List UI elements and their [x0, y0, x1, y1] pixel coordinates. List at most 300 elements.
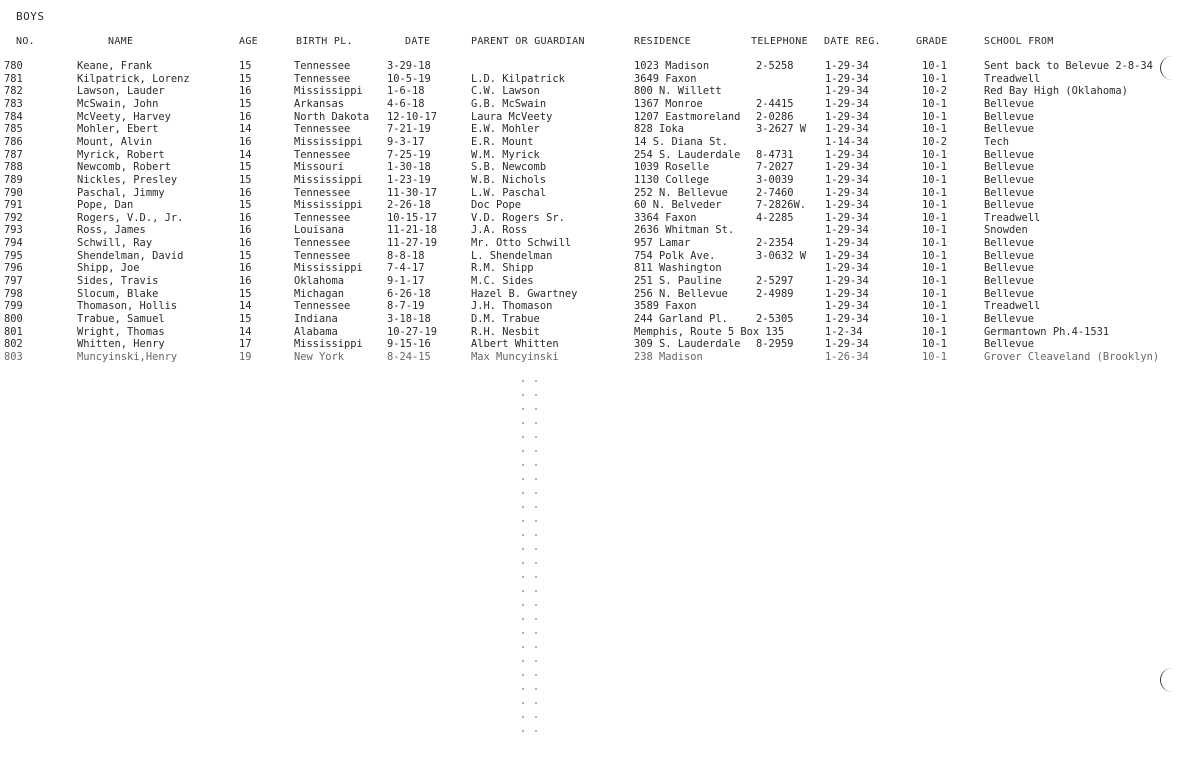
cell-parent: E.R. Mount — [471, 135, 534, 148]
punch-dot — [522, 464, 524, 466]
cell-grade: 10-1 — [922, 287, 948, 300]
cell-birth-date: 9-15-16 — [387, 338, 431, 351]
cell-telephone: 7-2826W. — [756, 199, 807, 212]
punch-dot — [522, 716, 524, 718]
cell-date-registered: 1-29-34 — [825, 85, 869, 98]
cell-birth-date: 3-29-18 — [387, 60, 431, 72]
punch-dot — [522, 562, 524, 564]
cell-parent: V.D. Rogers Sr. — [471, 211, 565, 224]
cell-grade: 10-1 — [922, 224, 948, 237]
cell-birth-date: 10-5-19 — [387, 72, 431, 85]
cell-parent: S.B. Newcomb — [471, 161, 547, 174]
cell-parent: Max Muncyinski — [471, 350, 559, 363]
cell-no: 795 — [4, 249, 23, 262]
punch-dot — [522, 604, 524, 606]
cell-parent: L.D. Kilpatrick — [471, 72, 565, 85]
cell-parent: Doc Pope — [471, 199, 522, 212]
cell-birth-place: Tennessee — [294, 237, 351, 250]
cell-school-from: Bellevue — [984, 199, 1035, 212]
cell-name: Lawson, Lauder — [77, 85, 165, 98]
cell-date-registered: 1-29-34 — [825, 199, 869, 212]
punch-dot — [522, 408, 524, 410]
table-row — [0, 338, 1200, 351]
cell-grade: 10-1 — [922, 325, 948, 338]
cell-no: 802 — [4, 338, 23, 351]
cell-no: 790 — [4, 186, 23, 199]
cell-name: Nickles, Presley — [77, 173, 178, 186]
cell-school-from: Bellevue — [984, 249, 1035, 262]
cell-date-registered: 1-29-34 — [825, 338, 869, 351]
cell-date-registered: 1-29-34 — [825, 237, 869, 250]
cell-name: Schwill, Ray — [77, 237, 153, 250]
cell-no: 782 — [4, 85, 23, 98]
cell-school-from: Bellevue — [984, 97, 1035, 110]
cell-residence: 252 N. Bellevue — [634, 186, 728, 199]
cell-school-from: Bellevue — [984, 275, 1035, 288]
cell-parent: L.W. Paschal — [471, 186, 547, 199]
cell-name: McSwain, John — [77, 97, 159, 110]
cell-birth-place: Missouri — [294, 161, 345, 174]
cell-grade: 10-1 — [922, 313, 948, 325]
cell-date-registered: 1-29-34 — [825, 186, 869, 199]
cell-birth-date: 4-6-18 — [387, 97, 425, 110]
header-school-from: SCHOOL FROM — [984, 36, 1054, 47]
cell-parent: G.B. McSwain — [471, 97, 547, 110]
cell-school-from: Bellevue — [984, 173, 1035, 186]
cell-date-registered: 1-29-34 — [825, 97, 869, 110]
header-parent: PARENT OR GUARDIAN — [471, 36, 585, 47]
punch-dot — [535, 618, 537, 620]
cell-age: 17 — [239, 338, 252, 351]
cell-no: 780 — [4, 60, 23, 72]
cell-school-from: Bellevue — [984, 161, 1035, 174]
cell-residence: 1039 Roselle — [634, 161, 710, 174]
cell-age: 15 — [239, 60, 252, 72]
cell-grade: 10-2 — [922, 85, 948, 98]
cell-school-from: Treadwell — [984, 300, 1041, 313]
cell-telephone: 3-0039 — [756, 173, 794, 186]
cell-no: 786 — [4, 135, 23, 148]
table-row — [0, 174, 1200, 187]
cell-birth-date: 11-27-19 — [387, 237, 438, 250]
cell-birth-date: 11-21-18 — [387, 224, 438, 237]
cell-school-from: Bellevue — [984, 313, 1035, 325]
cell-age: 15 — [239, 199, 252, 212]
cell-birth-place: Michagan — [294, 287, 345, 300]
table-row — [0, 351, 1200, 364]
cell-birth-place: Mississippi — [294, 199, 363, 212]
cell-date-registered: 1-29-34 — [825, 123, 869, 136]
cell-residence: 309 S. Lauderdale — [634, 338, 741, 351]
header-date: DATE — [405, 36, 431, 47]
cell-birth-place: North Dakota — [294, 110, 370, 123]
cell-residence: 256 N. Bellevue — [634, 287, 728, 300]
cell-name: Muncyinski,Henry — [77, 350, 178, 363]
punch-dot — [522, 436, 524, 438]
cell-birth-place: Oklahoma — [294, 275, 345, 288]
cell-no: 788 — [4, 161, 23, 174]
cell-grade: 10-1 — [922, 60, 948, 72]
cell-birth-date: 10-27-19 — [387, 325, 438, 338]
punch-dot — [522, 590, 524, 592]
cell-no: 783 — [4, 97, 23, 110]
cell-age: 19 — [239, 350, 252, 363]
punch-dot — [535, 730, 537, 732]
cell-grade: 10-1 — [922, 72, 948, 85]
punch-dot — [535, 520, 537, 522]
cell-residence: 3364 Faxon — [634, 211, 697, 224]
punch-dot — [522, 422, 524, 424]
cell-residence: 754 Polk Ave. — [634, 249, 716, 262]
cell-grade: 10-1 — [922, 211, 948, 224]
cell-no: 803 — [4, 350, 23, 363]
cell-school-from: Germantown Ph.4-1531 — [984, 325, 1110, 338]
table-row — [0, 98, 1200, 111]
punch-dot — [522, 576, 524, 578]
cell-grade: 10-1 — [922, 275, 948, 288]
cell-school-from: Tech — [984, 135, 1010, 148]
table-row — [0, 237, 1200, 250]
punch-dot — [522, 450, 524, 452]
cell-name: Thomason, Hollis — [77, 300, 178, 313]
cell-name: Kilpatrick, Lorenz — [77, 72, 190, 85]
cell-parent: D.M. Trabue — [471, 313, 540, 325]
cell-name: Paschal, Jimmy — [77, 186, 165, 199]
cell-grade: 10-1 — [922, 148, 948, 161]
cell-school-from: Sent back to Belevue 2-8-34 — [984, 60, 1153, 72]
punch-dot — [522, 688, 524, 690]
table-row — [0, 136, 1200, 149]
punch-dot — [535, 492, 537, 494]
cell-birth-date: 8-7-19 — [387, 300, 425, 313]
cell-name: Shipp, Joe — [77, 262, 140, 275]
punch-dot — [535, 632, 537, 634]
punch-dot — [522, 660, 524, 662]
punch-dot — [522, 702, 524, 704]
cell-parent: W.M. Myrick — [471, 148, 540, 161]
cell-age: 16 — [239, 135, 252, 148]
punch-dot — [535, 408, 537, 410]
cell-grade: 10-1 — [922, 97, 948, 110]
punch-dot — [535, 716, 537, 718]
cell-grade: 10-1 — [922, 350, 948, 363]
cell-birth-date: 7-25-19 — [387, 148, 431, 161]
cell-telephone: 2-0286 — [756, 110, 794, 123]
cell-birth-place: Mississippi — [294, 173, 363, 186]
cell-age: 16 — [239, 110, 252, 123]
cell-date-registered: 1-29-34 — [825, 249, 869, 262]
table-row — [0, 199, 1200, 212]
cell-residence: 1207 Eastmoreland — [634, 110, 741, 123]
cell-birth-date: 7-21-19 — [387, 123, 431, 136]
cell-birth-place: Tennessee — [294, 211, 351, 224]
cell-parent: J.A. Ross — [471, 224, 528, 237]
cell-age: 15 — [239, 173, 252, 186]
cell-telephone: 2-7460 — [756, 186, 794, 199]
cell-age: 15 — [239, 161, 252, 174]
cell-date-registered: 1-14-34 — [825, 135, 869, 148]
cell-parent: Albert Whitten — [471, 338, 559, 351]
cell-birth-date: 2-26-18 — [387, 199, 431, 212]
cell-residence: 957 Lamar — [634, 237, 691, 250]
cell-date-registered: 1-29-34 — [825, 148, 869, 161]
cell-grade: 10-1 — [922, 300, 948, 313]
cell-residence: 3589 Faxon — [634, 300, 697, 313]
cell-grade: 10-1 — [922, 262, 948, 275]
punch-dot — [535, 394, 537, 396]
cell-age: 14 — [239, 123, 252, 136]
cell-telephone: 2-2354 — [756, 237, 794, 250]
cell-birth-place: Alabama — [294, 325, 338, 338]
cell-telephone: 8-2959 — [756, 338, 794, 351]
cell-age: 14 — [239, 148, 252, 161]
table-row — [0, 224, 1200, 237]
punch-dot — [522, 492, 524, 494]
punch-dot — [522, 730, 524, 732]
cell-birth-place: New York — [294, 350, 345, 363]
cell-name: Mount, Alvin — [77, 135, 153, 148]
punch-dot — [535, 576, 537, 578]
punch-dot — [522, 520, 524, 522]
cell-no: 798 — [4, 287, 23, 300]
cell-parent: E.W. Mohler — [471, 123, 540, 136]
table-row — [0, 60, 1200, 73]
cell-name: Whitten, Henry — [77, 338, 165, 351]
cell-name: Wright, Thomas — [77, 325, 165, 338]
cell-age: 16 — [239, 275, 252, 288]
cell-telephone: 7-2027 — [756, 161, 794, 174]
cell-age: 16 — [239, 224, 252, 237]
cell-residence: 14 S. Diana St. — [634, 135, 728, 148]
punch-dot — [522, 534, 524, 536]
binder-mark — [1160, 56, 1179, 80]
cell-residence: 2636 Whitman St. — [634, 224, 735, 237]
cell-grade: 10-1 — [922, 199, 948, 212]
cell-birth-date: 6-26-18 — [387, 287, 431, 300]
cell-birth-place: Indiana — [294, 313, 338, 325]
punch-dot — [522, 394, 524, 396]
punch-dot — [535, 506, 537, 508]
cell-parent: Hazel B. Gwartney — [471, 287, 578, 300]
cell-name: Shendelman, David — [77, 249, 184, 262]
cell-birth-place: Mississippi — [294, 338, 363, 351]
cell-grade: 10-1 — [922, 173, 948, 186]
table-row — [0, 326, 1200, 339]
cell-residence: 238 Madison — [634, 350, 703, 363]
cell-age: 14 — [239, 300, 252, 313]
cell-name: Mohler, Ebert — [77, 123, 159, 136]
punch-dot — [535, 422, 537, 424]
cell-birth-place: Tennessee — [294, 186, 351, 199]
cell-no: 793 — [4, 224, 23, 237]
cell-age: 16 — [239, 262, 252, 275]
cell-birth-place: Louisana — [294, 224, 345, 237]
cell-telephone: 2-4989 — [756, 287, 794, 300]
table-row — [0, 313, 1200, 326]
cell-age: 16 — [239, 186, 252, 199]
cell-parent: J.H. Thomason — [471, 300, 553, 313]
cell-telephone: 2-5305 — [756, 313, 794, 325]
cell-school-from: Treadwell — [984, 72, 1041, 85]
cell-no: 781 — [4, 72, 23, 85]
table-row — [0, 262, 1200, 275]
cell-grade: 10-1 — [922, 110, 948, 123]
cell-parent: R.M. Shipp — [471, 262, 534, 275]
cell-residence: 828 Ioka — [634, 123, 685, 136]
cell-no: 796 — [4, 262, 23, 275]
cell-date-registered: 1-29-34 — [825, 224, 869, 237]
punch-dot — [522, 380, 524, 382]
cell-birth-place: Tennessee — [294, 148, 351, 161]
table-row — [0, 300, 1200, 313]
cell-grade: 10-1 — [922, 338, 948, 351]
header-telephone: TELEPHONE — [751, 36, 808, 47]
cell-birth-place: Mississippi — [294, 85, 363, 98]
cell-birth-place: Tennessee — [294, 72, 351, 85]
cell-grade: 10-1 — [922, 186, 948, 199]
cell-birth-date: 1-30-18 — [387, 161, 431, 174]
cell-parent: Laura McVeety — [471, 110, 553, 123]
punch-dot — [535, 548, 537, 550]
table-row — [0, 149, 1200, 162]
cell-birth-date: 3-18-18 — [387, 313, 431, 325]
cell-no: 792 — [4, 211, 23, 224]
punch-dot — [535, 674, 537, 676]
punch-dot — [522, 478, 524, 480]
cell-birth-place: Tennessee — [294, 249, 351, 262]
cell-grade: 10-1 — [922, 237, 948, 250]
cell-grade: 10-1 — [922, 123, 948, 136]
cell-date-registered: 1-29-34 — [825, 211, 869, 224]
cell-birth-date: 9-3-17 — [387, 135, 425, 148]
punch-dot — [535, 534, 537, 536]
table-row — [0, 85, 1200, 98]
cell-name: Ross, James — [77, 224, 146, 237]
punch-dot — [522, 674, 524, 676]
cell-birth-date: 12-10-17 — [387, 110, 438, 123]
cell-birth-place: Tennessee — [294, 123, 351, 136]
punch-dot — [535, 478, 537, 480]
cell-residence: 244 Garland Pl. — [634, 313, 728, 325]
page-title: BOYS — [16, 10, 45, 23]
header-birth-place: BIRTH PL. — [296, 36, 353, 47]
cell-birth-date: 8-8-18 — [387, 249, 425, 262]
cell-birth-date: 1-6-18 — [387, 85, 425, 98]
cell-parent: M.C. Sides — [471, 275, 534, 288]
cell-birth-date: 9-1-17 — [387, 275, 425, 288]
punch-dot — [535, 688, 537, 690]
punch-dot — [522, 506, 524, 508]
cell-date-registered: 1-29-34 — [825, 110, 869, 123]
cell-no: 801 — [4, 325, 23, 338]
cell-date-registered: 1-29-34 — [825, 287, 869, 300]
cell-parent: C.W. Lawson — [471, 85, 540, 98]
cell-age: 16 — [239, 237, 252, 250]
cell-school-from: Bellevue — [984, 110, 1035, 123]
punch-dot — [535, 436, 537, 438]
binder-mark — [1160, 668, 1179, 692]
cell-residence: 3649 Faxon — [634, 72, 697, 85]
cell-birth-place: Mississippi — [294, 262, 363, 275]
cell-date-registered: 1-29-34 — [825, 300, 869, 313]
cell-no: 791 — [4, 199, 23, 212]
cell-school-from: Snowden — [984, 224, 1028, 237]
cell-residence: 60 N. Belveder — [634, 199, 722, 212]
cell-date-registered: 1-26-34 — [825, 350, 869, 363]
cell-school-from: Red Bay High (Oklahoma) — [984, 85, 1128, 98]
cell-school-from: Grover Cleaveland (Brooklyn) — [984, 350, 1160, 363]
table-row — [0, 123, 1200, 136]
table-row — [0, 111, 1200, 124]
cell-age: 16 — [239, 85, 252, 98]
cell-school-from: Bellevue — [984, 262, 1035, 275]
cell-age: 14 — [239, 325, 252, 338]
punch-dot — [535, 450, 537, 452]
cell-no: 800 — [4, 313, 23, 325]
cell-age: 15 — [239, 97, 252, 110]
cell-residence: 254 S. Lauderdale — [634, 148, 741, 161]
cell-residence: 251 S. Pauline — [634, 275, 722, 288]
cell-no: 787 — [4, 148, 23, 161]
table-row — [0, 288, 1200, 301]
punch-dot — [535, 590, 537, 592]
cell-birth-place: Tennessee — [294, 300, 351, 313]
cell-age: 15 — [239, 287, 252, 300]
header-date-registered: DATE REG. — [824, 36, 881, 47]
cell-date-registered: 1-29-34 — [825, 262, 869, 275]
header-age: AGE — [239, 36, 258, 47]
cell-parent: R.H. Nesbit — [471, 325, 540, 338]
cell-name: Sides, Travis — [77, 275, 159, 288]
cell-birth-date: 1-23-19 — [387, 173, 431, 186]
cell-parent: W.B. Nichols — [471, 173, 547, 186]
header-no: NO. — [16, 36, 35, 47]
header-name: NAME — [108, 36, 134, 47]
cell-name: Pope, Dan — [77, 199, 134, 212]
cell-telephone: 2-5258 — [756, 60, 794, 72]
cell-residence: 1023 Madison — [634, 60, 710, 72]
cell-residence: 1130 College — [634, 173, 710, 186]
cell-date-registered: 1-29-34 — [825, 60, 869, 72]
cell-name: Keane, Frank — [77, 60, 153, 72]
cell-birth-date: 10-15-17 — [387, 211, 438, 224]
cell-no: 785 — [4, 123, 23, 136]
cell-no: 794 — [4, 237, 23, 250]
cell-telephone: 8-4731 — [756, 148, 794, 161]
punch-dot — [535, 562, 537, 564]
cell-date-registered: 1-29-34 — [825, 72, 869, 85]
cell-residence: 811 Washington — [634, 262, 722, 275]
punch-dot — [535, 464, 537, 466]
table-row — [0, 73, 1200, 86]
cell-age: 15 — [239, 313, 252, 325]
table-row — [0, 275, 1200, 288]
cell-name: Trabue, Samuel — [77, 313, 165, 325]
cell-name: Newcomb, Robert — [77, 161, 171, 174]
cell-birth-date: 7-4-17 — [387, 262, 425, 275]
cell-school-from: Bellevue — [984, 237, 1035, 250]
cell-telephone: 3-0632 W — [756, 249, 807, 262]
punch-dot — [535, 702, 537, 704]
table-row — [0, 187, 1200, 200]
cell-date-registered: 1-2-34 — [825, 325, 863, 338]
punch-dot — [522, 646, 524, 648]
cell-telephone: 2-4415 — [756, 97, 794, 110]
cell-grade: 10-1 — [922, 161, 948, 174]
cell-no: 784 — [4, 110, 23, 123]
cell-name: Slocum, Blake — [77, 287, 159, 300]
cell-telephone: 4-2285 — [756, 211, 794, 224]
